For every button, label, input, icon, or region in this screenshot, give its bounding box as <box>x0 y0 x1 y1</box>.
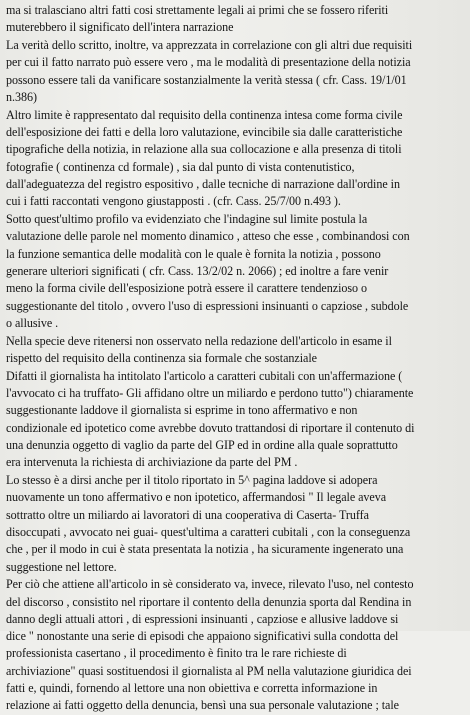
text-line: valutazione delle parole nel momento dinamico , atteso che esse , combinandosi con <box>6 229 410 244</box>
text-line: era intervenuta la richiesta di archiviazione da parte del PM . <box>6 455 298 470</box>
text-line: che , per il modo in cui è stata presentata la notizia , ha sicuramente ingenerato una <box>6 542 404 557</box>
text-line: suggestione nel lettore. <box>6 559 117 574</box>
text-line: o allusive . <box>6 315 59 330</box>
text-line: suggestionante laddove il giornalista si esprime in tono affermativo e non <box>6 403 358 418</box>
text-line: disoccupati , avvocato nei guai- quest'ultima a caratteri cubitali , con la conseguenza <box>6 524 411 539</box>
text-line: per cui il fatto narrato può essere vero , ma le modalità di presentazione della notizia <box>6 55 411 70</box>
text-line: n.386) <box>6 89 37 104</box>
text-line: tipografiche della notizia, in relazione alla sua collocazione e alla presenza di titoli <box>6 142 402 157</box>
text-line: l'avvocato ci ha truffato- Gli affidano oltre un miliardo e perdono tutto") chiaramente <box>6 386 414 401</box>
text-line: dall'adeguatezza del registro espositivo , dalle tecniche di narrazione dall'ordine in <box>6 176 400 191</box>
text-line: Sotto quest'ultimo profilo va evidenziato che l'indagine sul limite postula la <box>6 212 368 227</box>
text-line: Difatti il giornalista ha intitolato l'articolo a caratteri cubitali con un'affermazione ( <box>6 368 403 383</box>
text-line: rispetto del requisito della continenza sia formale che sostanziale <box>6 350 317 365</box>
text-line: dell'esposizione dei fatti e della loro valutazione, evincibile sia dalle caratteristiche <box>6 125 403 140</box>
text-line: danno degli attuali attori , di espressioni insinuanti , capziose e allusive laddove si <box>6 611 399 626</box>
text-line: relazione ai fatti oggetto della denuncia, bensì una sua personale valutazione ; tale <box>6 698 400 713</box>
text-line: possono essere tali da vanificare sostanzialmente la verità stessa ( cfr. Cass. 19/1/01 <box>6 72 407 87</box>
text-line: Nella specie deve ritenersi non osservato nella redazione dell'articolo in esame il <box>6 333 392 348</box>
text-line: nuovamente un tono affermativo e non ipotetico, affermandosi " Il legale aveva <box>6 490 387 505</box>
text-line: archiviazione" quasi sostituendosi il giornalista al PM nella valutazione giuridica dei <box>6 663 412 678</box>
text-line: La verità dello scritto, inoltre, va apprezzata in correlazione con gli altri due requisiti <box>6 38 413 53</box>
text-line: fotografie ( continenza cd formale) , sia dal punto di vista contenutistico, <box>6 159 355 174</box>
text-line: meno la forma civile dell'esposizione potrà essere il carattere tendenzioso o <box>6 281 367 296</box>
text-line: dice " nonostante una serie di episodi che appaiono significativi sulla condotta del <box>6 629 399 644</box>
text-line: del discorso , consistito nel riportare il contento della denunzia sporta dal Rendina in <box>6 594 412 609</box>
text-line: generare ulteriori significati ( cfr. Cass. 13/2/02 n. 2066) ; ed inoltre a fare venir <box>6 263 389 278</box>
text-line: ma si tralasciano altri fatti cosi strettamente legali ai primi che se fossero riferiti <box>6 3 389 17</box>
text-line: la funzione semantica delle modalità con le quale è fornita la notizia , possono <box>6 246 381 261</box>
text-line: fatti e, quindi, fornendo al lettore una non obiettiva e corretta informazione in <box>6 681 378 696</box>
text-line: suggestionante del titolo , ovvero l'uso di espressioni insinuanti o capziose , subdole <box>6 298 409 313</box>
text-line: muterebbero il significato dell'intera narrazione <box>6 20 234 35</box>
text-line: Altro limite è rappresentato dal requisito della continenza intesa come forma civile <box>6 107 403 122</box>
text-line: Per ciò che attiene all'articolo in sè considerato va, invece, rilevato l'uso, nel contesto <box>6 577 414 592</box>
text-line: Lo stesso è a dirsi anche per il titolo riportato in 5^ pagina laddove si adopera <box>6 473 378 488</box>
text-line: cui i fatti raccontati vengono giustapposti . (cfr. Cass. 25/7/00 n.493 ). <box>6 194 341 209</box>
text-line: sottratto oltre un miliardo ai lavoratori di una cooperativa di Caserta- Truffa <box>6 507 369 522</box>
text-line: condizionale ed ipotetico come avrebbe dovuto trattandosi di riportare il contenuto di <box>6 420 415 435</box>
text-line: professionista casertano , il procedimento è finito tra le rare richieste di <box>6 646 347 661</box>
text-line: una denunzia oggetto di vaglio da parte del GIP ed in ordine alla quale soprattutto <box>6 437 398 452</box>
